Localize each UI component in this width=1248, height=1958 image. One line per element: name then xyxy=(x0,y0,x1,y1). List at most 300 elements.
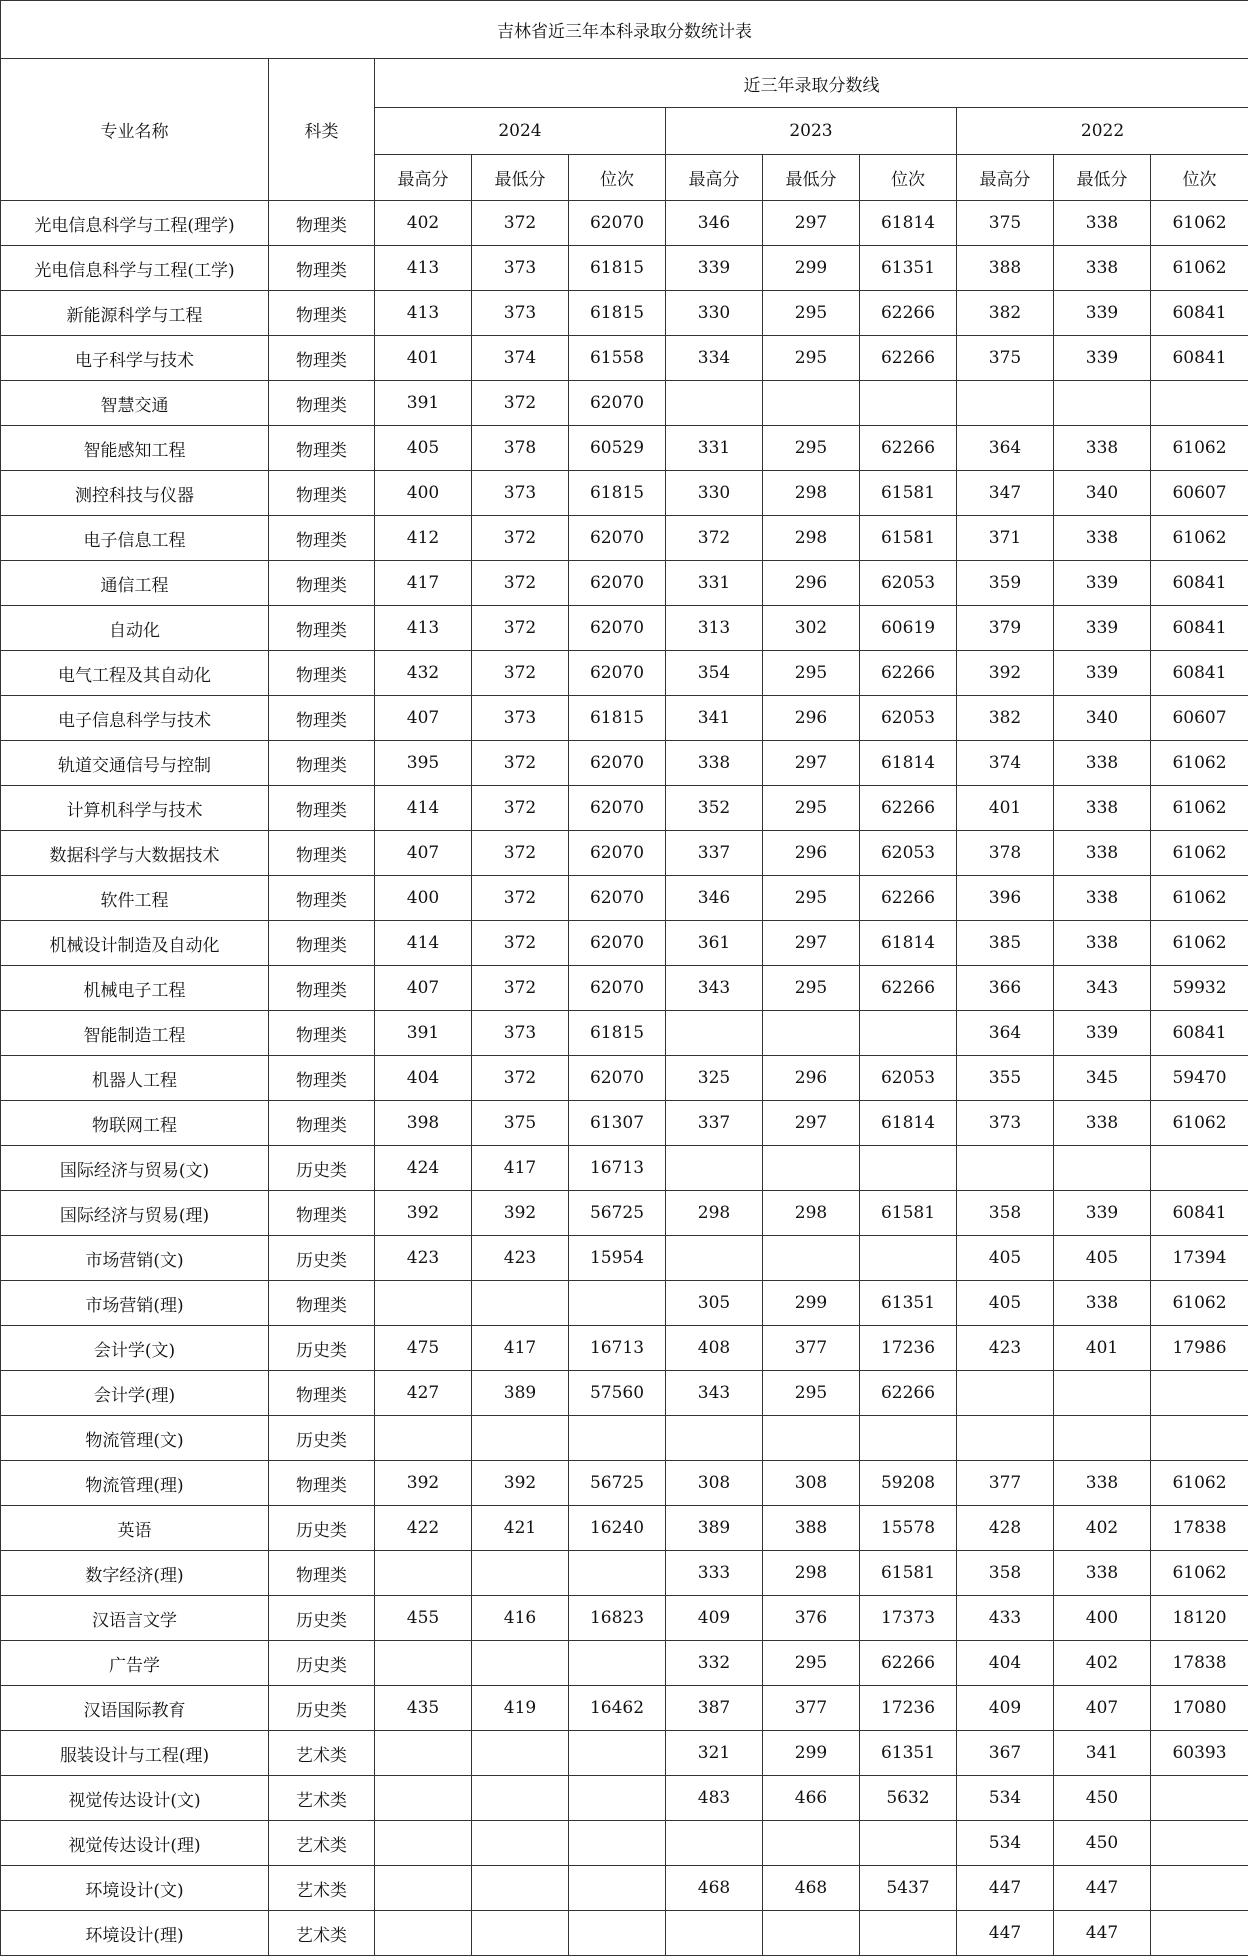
max-score-cell: 377 xyxy=(957,1461,1054,1506)
category-cell: 历史类 xyxy=(269,1686,375,1731)
rank-cell: 61062 xyxy=(1151,1101,1248,1146)
rank-cell: 61581 xyxy=(860,1551,957,1596)
max-score-cell xyxy=(666,1236,763,1281)
rank-cell: 62070 xyxy=(569,1056,666,1101)
min-score-cell xyxy=(1054,1371,1151,1416)
category-cell: 物理类 xyxy=(269,651,375,696)
max-score-cell: 371 xyxy=(957,516,1054,561)
max-score-cell: 321 xyxy=(666,1731,763,1776)
major-name-cell: 物流管理(理) xyxy=(1,1461,269,1506)
rank-cell: 59932 xyxy=(1151,966,1248,1011)
min-score-cell: 373 xyxy=(472,246,569,291)
max-score-cell: 361 xyxy=(666,921,763,966)
header-rank: 位次 xyxy=(1151,155,1248,201)
category-cell: 艺术类 xyxy=(269,1821,375,1866)
rank-cell: 61581 xyxy=(860,516,957,561)
min-score-cell: 389 xyxy=(472,1371,569,1416)
max-score-cell: 346 xyxy=(666,201,763,246)
rank-cell xyxy=(569,1821,666,1866)
min-score-cell: 447 xyxy=(1054,1911,1151,1956)
min-score-cell: 372 xyxy=(472,651,569,696)
rank-cell xyxy=(1151,1866,1248,1911)
major-name-cell: 物联网工程 xyxy=(1,1101,269,1146)
rank-cell: 61814 xyxy=(860,1101,957,1146)
max-score-cell: 305 xyxy=(666,1281,763,1326)
rank-cell: 59208 xyxy=(860,1461,957,1506)
max-score-cell: 352 xyxy=(666,786,763,831)
rank-cell xyxy=(1151,381,1248,426)
max-score-cell: 391 xyxy=(375,1011,472,1056)
max-score-cell: 339 xyxy=(666,246,763,291)
header-year-2022: 2022 xyxy=(957,108,1248,155)
category-cell: 物理类 xyxy=(269,291,375,336)
major-name-cell: 服装设计与工程(理) xyxy=(1,1731,269,1776)
major-name-cell: 测控科技与仪器 xyxy=(1,471,269,516)
rank-cell: 61815 xyxy=(569,471,666,516)
rank-cell: 61815 xyxy=(569,696,666,741)
rank-cell: 60841 xyxy=(1151,291,1248,336)
table-row xyxy=(1,1146,1248,1191)
min-score-cell: 378 xyxy=(472,426,569,471)
min-score-cell: 416 xyxy=(472,1596,569,1641)
category-cell: 历史类 xyxy=(269,1236,375,1281)
max-score-cell: 385 xyxy=(957,921,1054,966)
max-score-cell: 534 xyxy=(957,1821,1054,1866)
category-cell: 物理类 xyxy=(269,561,375,606)
rank-cell: 61581 xyxy=(860,471,957,516)
min-score-cell: 297 xyxy=(763,741,860,786)
major-name-cell: 通信工程 xyxy=(1,561,269,606)
min-score-cell xyxy=(1054,1146,1151,1191)
table-row xyxy=(1,786,1248,831)
rank-cell: 61062 xyxy=(1151,201,1248,246)
max-score-cell: 364 xyxy=(957,1011,1054,1056)
max-score-cell: 382 xyxy=(957,291,1054,336)
major-name-cell: 机械电子工程 xyxy=(1,966,269,1011)
table-row xyxy=(1,1371,1248,1416)
max-score-cell xyxy=(957,1371,1054,1416)
major-name-cell: 轨道交通信号与控制 xyxy=(1,741,269,786)
table-body xyxy=(1,201,1248,1956)
category-cell: 物理类 xyxy=(269,426,375,471)
min-score-cell: 339 xyxy=(1054,291,1151,336)
rank-cell: 61351 xyxy=(860,246,957,291)
rank-cell: 61581 xyxy=(860,1191,957,1236)
rank-cell: 62053 xyxy=(860,1056,957,1101)
min-score-cell: 373 xyxy=(472,1011,569,1056)
max-score-cell: 367 xyxy=(957,1731,1054,1776)
rank-cell: 17838 xyxy=(1151,1506,1248,1551)
min-score-cell: 402 xyxy=(1054,1506,1151,1551)
max-score-cell: 331 xyxy=(666,426,763,471)
min-score-cell: 377 xyxy=(763,1686,860,1731)
rank-cell: 16462 xyxy=(569,1686,666,1731)
major-name-cell: 视觉传达设计(文) xyxy=(1,1776,269,1821)
rank-cell: 16713 xyxy=(569,1146,666,1191)
max-score-cell: 313 xyxy=(666,606,763,651)
rank-cell: 61558 xyxy=(569,336,666,381)
max-score-cell xyxy=(666,1146,763,1191)
max-score-cell: 413 xyxy=(375,606,472,651)
min-score-cell: 297 xyxy=(763,921,860,966)
rank-cell: 61062 xyxy=(1151,876,1248,921)
min-score-cell: 417 xyxy=(472,1326,569,1371)
rank-cell: 61062 xyxy=(1151,426,1248,471)
major-name-cell: 会计学(文) xyxy=(1,1326,269,1371)
table-row xyxy=(1,1731,1248,1776)
min-score-cell xyxy=(763,1146,860,1191)
category-cell: 历史类 xyxy=(269,1416,375,1461)
rank-cell: 60841 xyxy=(1151,651,1248,696)
max-score-cell xyxy=(375,1821,472,1866)
max-score-cell: 330 xyxy=(666,291,763,336)
min-score-cell: 339 xyxy=(1054,651,1151,696)
rank-cell: 62070 xyxy=(569,786,666,831)
max-score-cell xyxy=(666,1821,763,1866)
max-score-cell xyxy=(957,1416,1054,1461)
min-score-cell: 338 xyxy=(1054,741,1151,786)
min-score-cell: 296 xyxy=(763,831,860,876)
min-score-cell xyxy=(472,1416,569,1461)
max-score-cell: 308 xyxy=(666,1461,763,1506)
category-cell: 物理类 xyxy=(269,831,375,876)
max-score-cell xyxy=(666,1911,763,1956)
table-row xyxy=(1,291,1248,336)
table-row xyxy=(1,1776,1248,1821)
max-score-cell: 392 xyxy=(375,1461,472,1506)
table-row xyxy=(1,336,1248,381)
table-row xyxy=(1,921,1248,966)
min-score-cell: 401 xyxy=(1054,1326,1151,1371)
max-score-cell xyxy=(375,1281,472,1326)
rank-cell: 61062 xyxy=(1151,516,1248,561)
rank-cell: 60841 xyxy=(1151,1011,1248,1056)
max-score-cell: 475 xyxy=(375,1326,472,1371)
min-score-cell: 295 xyxy=(763,651,860,696)
min-score-cell: 343 xyxy=(1054,966,1151,1011)
table-row xyxy=(1,1236,1248,1281)
rank-cell: 60393 xyxy=(1151,1731,1248,1776)
min-score-cell: 373 xyxy=(472,471,569,516)
min-score-cell: 297 xyxy=(763,1101,860,1146)
min-score-cell: 372 xyxy=(472,876,569,921)
min-score-cell: 308 xyxy=(763,1461,860,1506)
max-score-cell: 400 xyxy=(375,876,472,921)
min-score-cell: 339 xyxy=(1054,561,1151,606)
rank-cell: 61815 xyxy=(569,291,666,336)
max-score-cell: 435 xyxy=(375,1686,472,1731)
header-year-2024: 2024 xyxy=(375,108,666,155)
max-score-cell: 354 xyxy=(666,651,763,696)
max-score-cell xyxy=(666,1416,763,1461)
min-score-cell: 296 xyxy=(763,696,860,741)
max-score-cell xyxy=(957,1146,1054,1191)
rank-cell: 61351 xyxy=(860,1281,957,1326)
max-score-cell: 407 xyxy=(375,831,472,876)
rank-cell: 16240 xyxy=(569,1506,666,1551)
min-score-cell: 295 xyxy=(763,876,860,921)
max-score-cell: 325 xyxy=(666,1056,763,1101)
rank-cell: 61062 xyxy=(1151,246,1248,291)
min-score-cell: 298 xyxy=(763,471,860,516)
min-score-cell: 340 xyxy=(1054,471,1151,516)
major-name-cell: 视觉传达设计(理) xyxy=(1,1821,269,1866)
max-score-cell: 405 xyxy=(375,426,472,471)
min-score-cell: 373 xyxy=(472,696,569,741)
max-score-cell: 414 xyxy=(375,786,472,831)
rank-cell: 17838 xyxy=(1151,1641,1248,1686)
header-category: 科类 xyxy=(269,59,375,201)
table-row xyxy=(1,1191,1248,1236)
table-row xyxy=(1,201,1248,246)
min-score-cell: 302 xyxy=(763,606,860,651)
rank-cell: 60619 xyxy=(860,606,957,651)
major-name-cell: 智能感知工程 xyxy=(1,426,269,471)
min-score-cell: 338 xyxy=(1054,1281,1151,1326)
min-score-cell xyxy=(472,1731,569,1776)
rank-cell xyxy=(569,1641,666,1686)
min-score-cell: 338 xyxy=(1054,246,1151,291)
max-score-cell xyxy=(375,1911,472,1956)
max-score-cell: 423 xyxy=(375,1236,472,1281)
max-score-cell: 338 xyxy=(666,741,763,786)
category-cell: 物理类 xyxy=(269,1056,375,1101)
min-score-cell xyxy=(472,1866,569,1911)
major-name-cell: 机器人工程 xyxy=(1,1056,269,1101)
min-score-cell: 296 xyxy=(763,561,860,606)
category-cell: 物理类 xyxy=(269,201,375,246)
rank-cell xyxy=(860,1416,957,1461)
rank-cell: 62070 xyxy=(569,516,666,561)
min-score-cell: 372 xyxy=(472,516,569,561)
major-name-cell: 汉语言文学 xyxy=(1,1596,269,1641)
min-score-cell xyxy=(472,1911,569,1956)
rank-cell: 17236 xyxy=(860,1326,957,1371)
table-row xyxy=(1,1551,1248,1596)
rank-cell xyxy=(860,1146,957,1191)
max-score-cell: 447 xyxy=(957,1866,1054,1911)
max-score-cell: 373 xyxy=(957,1101,1054,1146)
major-name-cell: 物流管理(文) xyxy=(1,1416,269,1461)
major-name-cell: 机械设计制造及自动化 xyxy=(1,921,269,966)
max-score-cell: 417 xyxy=(375,561,472,606)
min-score-cell: 298 xyxy=(763,1191,860,1236)
min-score-cell: 299 xyxy=(763,246,860,291)
max-score-cell: 332 xyxy=(666,1641,763,1686)
table-row xyxy=(1,381,1248,426)
max-score-cell: 298 xyxy=(666,1191,763,1236)
category-cell: 物理类 xyxy=(269,786,375,831)
rank-cell: 62266 xyxy=(860,876,957,921)
category-cell: 物理类 xyxy=(269,741,375,786)
rank-cell xyxy=(1151,1776,1248,1821)
rank-cell xyxy=(1151,1416,1248,1461)
max-score-cell: 409 xyxy=(666,1596,763,1641)
rank-cell: 60607 xyxy=(1151,471,1248,516)
rank-cell: 61815 xyxy=(569,1011,666,1056)
header-min-score: 最低分 xyxy=(1054,155,1151,201)
rank-cell: 16823 xyxy=(569,1596,666,1641)
min-score-cell: 339 xyxy=(1054,1011,1151,1056)
rank-cell: 60841 xyxy=(1151,606,1248,651)
rank-cell: 62266 xyxy=(860,786,957,831)
major-name-cell: 数据科学与大数据技术 xyxy=(1,831,269,876)
major-name-cell: 智慧交通 xyxy=(1,381,269,426)
rank-cell: 61062 xyxy=(1151,831,1248,876)
table-row xyxy=(1,246,1248,291)
min-score-cell: 407 xyxy=(1054,1686,1151,1731)
rank-cell: 61814 xyxy=(860,921,957,966)
rank-cell: 17236 xyxy=(860,1686,957,1731)
min-score-cell: 338 xyxy=(1054,786,1151,831)
rank-cell: 15954 xyxy=(569,1236,666,1281)
min-score-cell: 372 xyxy=(472,201,569,246)
max-score-cell: 407 xyxy=(375,966,472,1011)
table-row xyxy=(1,1506,1248,1551)
category-cell: 物理类 xyxy=(269,1011,375,1056)
max-score-cell: 405 xyxy=(957,1281,1054,1326)
category-cell: 物理类 xyxy=(269,1551,375,1596)
min-score-cell: 388 xyxy=(763,1506,860,1551)
min-score-cell xyxy=(763,1236,860,1281)
min-score-cell: 402 xyxy=(1054,1641,1151,1686)
max-score-cell: 427 xyxy=(375,1371,472,1416)
table-row xyxy=(1,1281,1248,1326)
min-score-cell xyxy=(763,1416,860,1461)
max-score-cell: 408 xyxy=(666,1326,763,1371)
min-score-cell: 417 xyxy=(472,1146,569,1191)
min-score-cell: 419 xyxy=(472,1686,569,1731)
rank-cell xyxy=(569,1911,666,1956)
rank-cell: 5632 xyxy=(860,1776,957,1821)
table-row xyxy=(1,1461,1248,1506)
min-score-cell: 375 xyxy=(472,1101,569,1146)
major-name-cell: 电子信息科学与技术 xyxy=(1,696,269,741)
header-min-score: 最低分 xyxy=(472,155,569,201)
max-score-cell: 343 xyxy=(666,966,763,1011)
rank-cell: 61815 xyxy=(569,246,666,291)
major-name-cell: 智能制造工程 xyxy=(1,1011,269,1056)
rank-cell: 59470 xyxy=(1151,1056,1248,1101)
min-score-cell: 297 xyxy=(763,201,860,246)
major-name-cell: 会计学(理) xyxy=(1,1371,269,1416)
major-name-cell: 电气工程及其自动化 xyxy=(1,651,269,696)
major-name-cell: 数字经济(理) xyxy=(1,1551,269,1596)
min-score-cell: 295 xyxy=(763,966,860,1011)
max-score-cell: 346 xyxy=(666,876,763,921)
min-score-cell: 338 xyxy=(1054,426,1151,471)
min-score-cell: 372 xyxy=(472,381,569,426)
major-name-cell: 电子科学与技术 xyxy=(1,336,269,381)
major-name-cell: 汉语国际教育 xyxy=(1,1686,269,1731)
rank-cell xyxy=(569,1416,666,1461)
rank-cell: 61307 xyxy=(569,1101,666,1146)
rank-cell xyxy=(1151,1371,1248,1416)
max-score-cell: 392 xyxy=(375,1191,472,1236)
max-score-cell: 387 xyxy=(666,1686,763,1731)
max-score-cell: 330 xyxy=(666,471,763,516)
major-name-cell: 软件工程 xyxy=(1,876,269,921)
min-score-cell xyxy=(472,1281,569,1326)
max-score-cell: 455 xyxy=(375,1596,472,1641)
max-score-cell: 405 xyxy=(957,1236,1054,1281)
category-cell: 艺术类 xyxy=(269,1911,375,1956)
min-score-cell: 392 xyxy=(472,1191,569,1236)
header-max-score: 最高分 xyxy=(957,155,1054,201)
max-score-cell: 382 xyxy=(957,696,1054,741)
rank-cell xyxy=(1151,1911,1248,1956)
rank-cell xyxy=(569,1281,666,1326)
min-score-cell: 372 xyxy=(472,831,569,876)
rank-cell: 62053 xyxy=(860,696,957,741)
min-score-cell: 400 xyxy=(1054,1596,1151,1641)
min-score-cell: 372 xyxy=(472,921,569,966)
rank-cell: 60841 xyxy=(1151,1191,1248,1236)
min-score-cell: 296 xyxy=(763,1056,860,1101)
max-score-cell: 395 xyxy=(375,741,472,786)
category-cell: 物理类 xyxy=(269,381,375,426)
min-score-cell xyxy=(763,381,860,426)
major-name-cell: 环境设计(文) xyxy=(1,1866,269,1911)
table-title: 吉林省近三年本科录取分数统计表 xyxy=(1,1,1248,59)
max-score-cell: 392 xyxy=(957,651,1054,696)
rank-cell: 60841 xyxy=(1151,561,1248,606)
header-max-score: 最高分 xyxy=(666,155,763,201)
rank-cell: 18120 xyxy=(1151,1596,1248,1641)
rank-cell: 62070 xyxy=(569,741,666,786)
rank-cell xyxy=(569,1866,666,1911)
rank-cell xyxy=(860,1821,957,1866)
major-name-cell: 计算机科学与技术 xyxy=(1,786,269,831)
max-score-cell: 401 xyxy=(375,336,472,381)
max-score-cell: 413 xyxy=(375,246,472,291)
min-score-cell: 295 xyxy=(763,786,860,831)
header-max-score: 最高分 xyxy=(375,155,472,201)
min-score-cell: 338 xyxy=(1054,516,1151,561)
min-score-cell: 405 xyxy=(1054,1236,1151,1281)
major-name-cell: 光电信息科学与工程(工学) xyxy=(1,246,269,291)
rank-cell: 61062 xyxy=(1151,741,1248,786)
max-score-cell: 468 xyxy=(666,1866,763,1911)
table-row xyxy=(1,696,1248,741)
max-score-cell: 400 xyxy=(375,471,472,516)
max-score-cell: 364 xyxy=(957,426,1054,471)
rank-cell: 62070 xyxy=(569,651,666,696)
min-score-cell: 339 xyxy=(1054,1191,1151,1236)
max-score-cell: 331 xyxy=(666,561,763,606)
table-row xyxy=(1,1326,1248,1371)
max-score-cell: 337 xyxy=(666,1101,763,1146)
max-score-cell: 413 xyxy=(375,291,472,336)
category-cell: 艺术类 xyxy=(269,1866,375,1911)
max-score-cell: 347 xyxy=(957,471,1054,516)
max-score-cell: 334 xyxy=(666,336,763,381)
min-score-cell: 295 xyxy=(763,336,860,381)
rank-cell: 62070 xyxy=(569,831,666,876)
category-cell: 历史类 xyxy=(269,1146,375,1191)
table-row xyxy=(1,651,1248,696)
max-score-cell: 375 xyxy=(957,201,1054,246)
major-name-cell: 市场营销(理) xyxy=(1,1281,269,1326)
major-name-cell: 自动化 xyxy=(1,606,269,651)
max-score-cell xyxy=(666,381,763,426)
category-cell: 艺术类 xyxy=(269,1731,375,1776)
table-row xyxy=(1,426,1248,471)
min-score-cell: 338 xyxy=(1054,1551,1151,1596)
min-score-cell xyxy=(1054,1416,1151,1461)
max-score-cell: 404 xyxy=(957,1641,1054,1686)
table-row xyxy=(1,1596,1248,1641)
